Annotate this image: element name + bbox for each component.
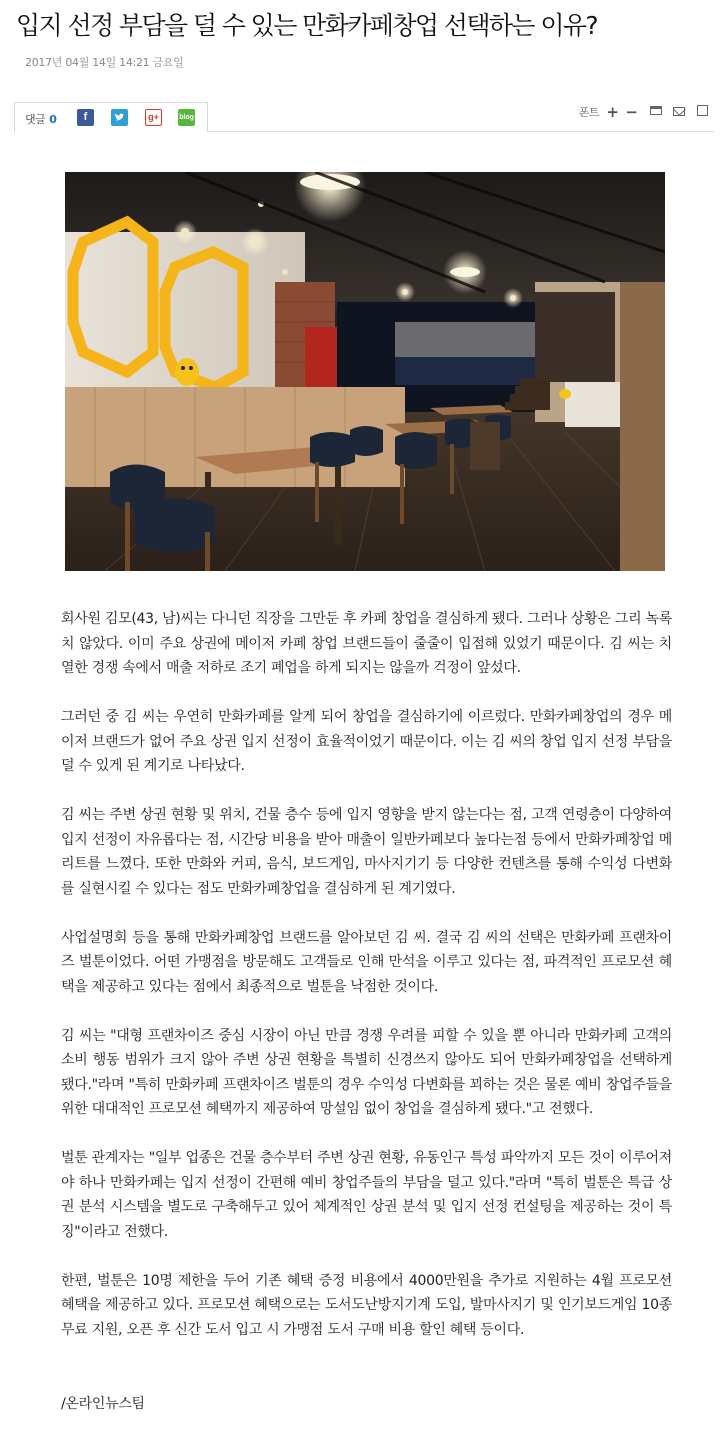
article-toolbar xyxy=(14,102,714,132)
article-paragraph: 사업설명회 등을 통해 만화카페창업 브랜드를 알아보던 김 씨. 결국 김 씨의 선택은 만화카페 프랜차이즈 벌툰이었다. 어떤 가맹점을 방문해도 고객들로 인해 만석을 이루고 있다는 점, 파격적인 프로모션 혜택을 제공하고 있다는 점에서 최종적으로 벌툰을 낙점한 것이다. xyxy=(61,929,672,995)
minus-icon[interactable]: − xyxy=(625,103,638,121)
article-source: /온라인뉴스팀 xyxy=(61,1396,145,1412)
print-icon[interactable] xyxy=(650,106,662,115)
mail-icon[interactable] xyxy=(673,107,685,116)
twitter-icon[interactable] xyxy=(111,109,128,126)
article-paragraph: 한편, 벌툰은 10명 제한을 두어 기존 혜택 증정 비용에서 4000만원을 추가로 지원하는 4월 프로모션 혜택을 제공하고 있다. 프로모션 혜택으로는 도서도난방지기계 도입, 발마사지기 및 인기보드게임 10종 무료 지원, 오픈 후 신간 도서 입고 시 가맹점 도서 구매 비용 할인 혜택 등이다. xyxy=(61,1272,672,1338)
comment-link[interactable] xyxy=(25,111,56,127)
facebook-icon[interactable]: f xyxy=(77,109,94,126)
article-paragraph: 김 씨는 주변 상권 현황 및 위치, 건물 층수 등에 입지 영향을 받지 않는다는 점, 고객 연령층이 다양하여 입지 선정이 자유롭다는 점, 시간당 비용을 받아 매출이 일반카페보다 높다는점 등에서 만화카페창업 메리트를 느꼈다. 또한 만화와 커피, 음식, 보드게임, 마사지기기 등 다양한 컨텐츠를 통해 수익성 다변화를 실현시킬 수 있다는 점도 만화카페창업을 결심하게 된 계기였다. xyxy=(61,807,672,897)
article-title: 입지 선정 부담을 덜 수 있는 만화카페창업 선택하는 이유? xyxy=(16,11,598,40)
manga-cafe-interior-image xyxy=(65,172,665,571)
article-paragraph: 그러던 중 김 씨는 우연히 만화카페를 알게 되어 창업을 결심하기에 이르렀다. 만화카페창업의 경우 메이저 브랜드가 없어 주요 상권 입지 선정이 효율적이었기 때문이다. 이는 김 씨의 창업 입지 선정 부담을 덜 수 있게 된 계기로 나타났다. xyxy=(61,709,672,774)
article-body xyxy=(61,607,672,1367)
blog-icon[interactable]: blog xyxy=(178,109,195,126)
article-paragraph: 회사원 김모(43, 남)씨는 다니던 직장을 그만둔 후 카페 창업을 결심하게 됐다. 그러나 상황은 그리 녹록치 않았다. 이미 주요 상권에 메이저 카페 창업 브랜드들이 줄줄이 입점해 있었기 때문이다. 김 씨는 치열한 경쟁 속에서 매출 저하로 조기 폐업을 하게 되지는 않을까 걱정이 앞섰다. xyxy=(61,611,672,676)
article-paragraph: 김 씨는 "대형 프랜차이즈 중심 시장이 아닌 만큼 경쟁 우려를 피할 수 있을 뿐 아니라 만화카페 고객의 소비 행동 범위가 크지 않아 주변 상권 현황을 특별히 신경쓰지 않아도 되어 만화카페창업을 선택하게 됐다."라며 "특히 만화카페 프랜차이즈 벌툰의 경우 수익성 다변화를 꾀하는 것은 물론 예비 창업주들을 위한 대대적인 프로모션 혜택까지 제공하여 망설임 없이 창업을 결심하게 됐다."고 전했다. xyxy=(61,1027,672,1117)
article-photo xyxy=(65,172,665,571)
bookmark-icon[interactable] xyxy=(697,105,708,116)
font-label: 폰트 xyxy=(578,106,599,119)
comment-label: 댓글 xyxy=(25,113,46,126)
share-bar xyxy=(14,102,208,132)
plus-icon[interactable]: + xyxy=(606,103,619,121)
google-plus-icon[interactable]: g+ xyxy=(145,109,162,126)
article-paragraph: 벌툰 관계자는 "일부 업종은 건물 층수부터 주변 상권 현황, 유동인구 특성 파악까지 모든 것이 이루어져야 하나 만화카페는 입지 선정이 간편해 예비 창업주들의 부담을 덜고 있다."라며 "특히 벌툰은 특급 상권 분석 시스템을 별도로 구축해두고 있어 체계적인 상권 분석 및 입지 선정 컨설팅을 제공하는 것이 특징"이라고 전했다. xyxy=(61,1150,672,1240)
comment-count: 0 xyxy=(49,113,57,126)
article-date: 2017년 04월 14일 14:21 금요일 xyxy=(25,56,184,69)
text-tools xyxy=(564,102,714,132)
